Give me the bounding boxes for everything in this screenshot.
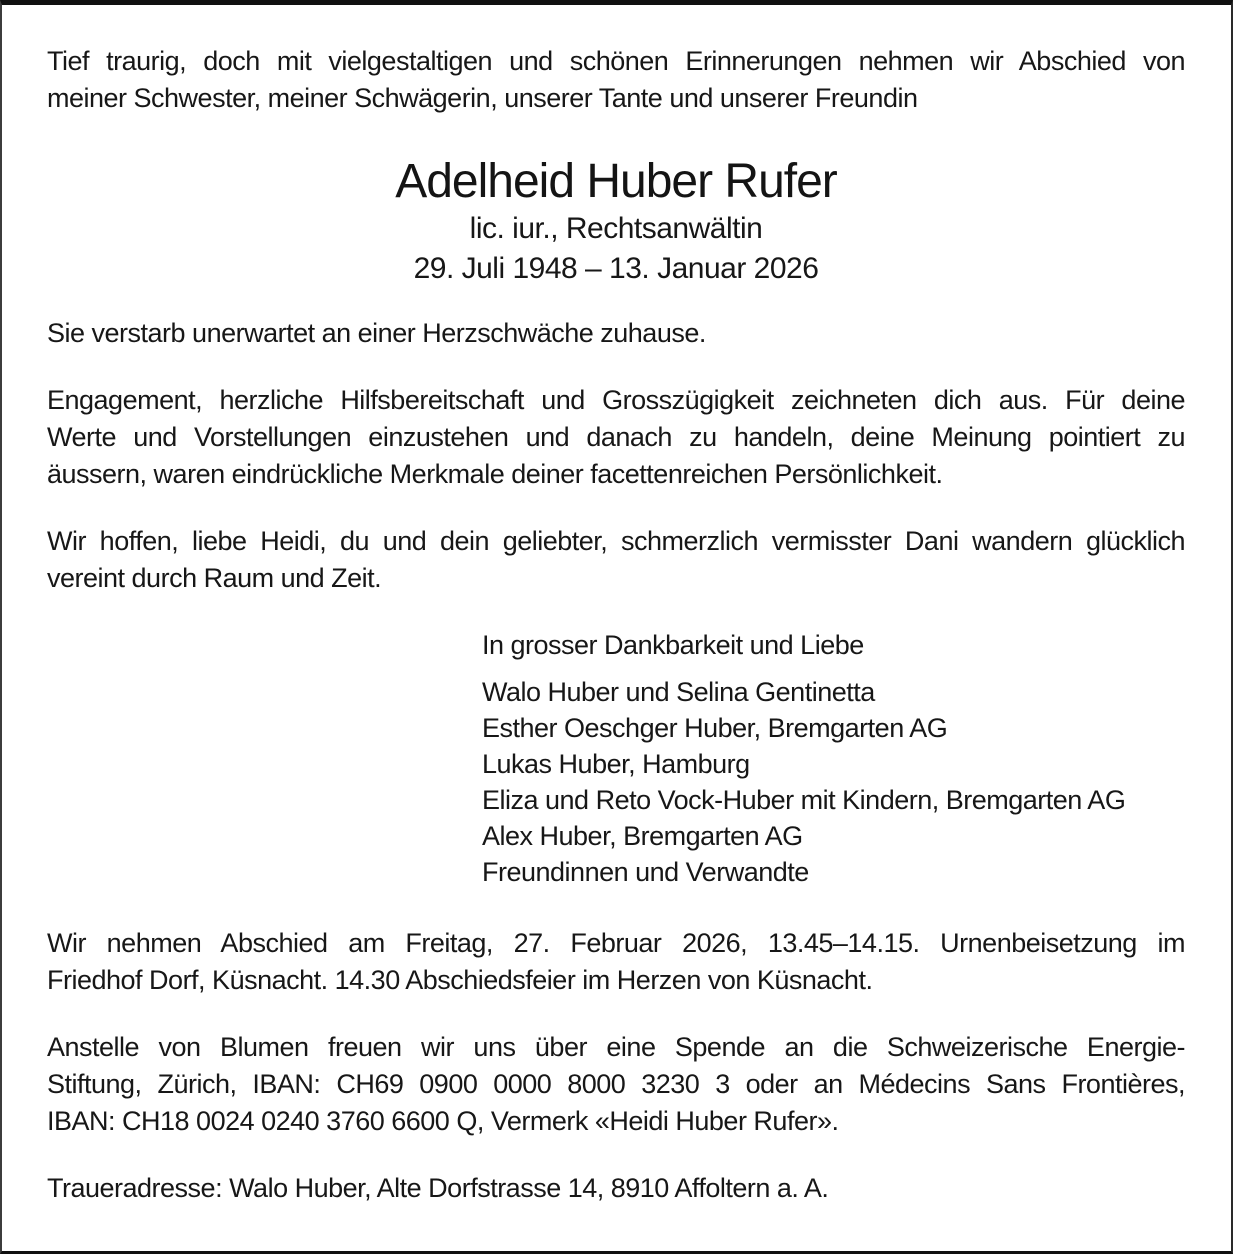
tribute-paragraph — [47, 382, 1185, 493]
donation-paragraph — [47, 1029, 1185, 1140]
gratitude-heading-text: In grosser Dankbarkeit und Liebe — [482, 630, 864, 660]
deceased-name: Adelheid Huber Rufer — [395, 155, 837, 208]
intro-line: meiner Schwester, meiner Schwägerin, unserer Tante und unserer Freundin — [47, 83, 918, 113]
donation-line: Anstelle von Blumen freuen wir uns über eine Spende an die Schweizerische Energie- — [47, 1032, 1185, 1062]
death-note-paragraph — [47, 315, 1185, 352]
tribute-line: Engagement, herzliche Hilfsbereitschaft und Grosszügigkeit zeichneten dich aus. Für deine — [47, 385, 1185, 415]
donation-line: Stiftung, Zürich, IBAN: CH69 0900 0000 8000 3230 3 oder an Médecins Sans Frontières, — [47, 1069, 1185, 1099]
hope-paragraph — [47, 523, 1185, 597]
intro-line: Tief traurig, doch mit vielgestaltigen und schönen Erinnerungen nehmen wir Abschied von — [47, 46, 1185, 76]
mourner-line: Lukas Huber, Hamburg — [482, 749, 750, 779]
mourner-line: Esther Oeschger Huber, Bremgarten AG — [482, 713, 948, 743]
mourning-address-line: Traueradresse: Walo Huber, Alte Dorfstrasse 14, 8910 Affoltern a. A. — [47, 1173, 829, 1203]
hope-line: Wir hoffen, liebe Heidi, du und dein geliebter, schmerzlich vermisster Dani wandern glücklich — [47, 526, 1185, 556]
credentials-line: lic. iur., Rechtsanwältin — [469, 212, 763, 245]
funeral-paragraph — [47, 925, 1185, 999]
gratitude-heading — [482, 627, 1185, 664]
gratitude-block — [482, 627, 1185, 890]
mourner-line: Walo Huber und Selina Gentinetta — [482, 677, 875, 707]
life-dates: 29. Juli 1948 – 13. Januar 2026 — [413, 252, 819, 285]
death-note-line: Sie verstarb unerwartet an einer Herzschwäche zuhause. — [47, 318, 706, 348]
mourner-line: Alex Huber, Bremgarten AG — [482, 821, 803, 851]
mourning-address-paragraph — [47, 1170, 1185, 1207]
hope-line: vereint durch Raum und Zeit. — [47, 563, 382, 593]
mourner-line: Eliza und Reto Vock-Huber mit Kindern, Bremgarten AG — [482, 785, 1126, 815]
funeral-line: Wir nehmen Abschied am Freitag, 27. Februar 2026, 13.45–14.15. Urnenbeisetzung im — [47, 928, 1185, 958]
name-block — [47, 155, 1185, 289]
tribute-line: äussern, waren eindrückliche Merkmale deiner facettenreichen Persönlichkeit. — [47, 459, 943, 489]
funeral-line: Friedhof Dorf, Küsnacht. 14.30 Abschiedsfeier im Herzen von Küsnacht. — [47, 965, 873, 995]
intro-paragraph — [47, 43, 1185, 117]
mourners-list — [482, 674, 1185, 890]
mourner-line: Freundinnen und Verwandte — [482, 857, 809, 887]
tribute-line: Werte und Vorstellungen einzustehen und danach zu handeln, deine Meinung pointiert zu — [47, 422, 1185, 452]
donation-line: IBAN: CH18 0024 0240 3760 6600 Q, Vermerk «Heidi Huber Rufer». — [47, 1106, 839, 1136]
